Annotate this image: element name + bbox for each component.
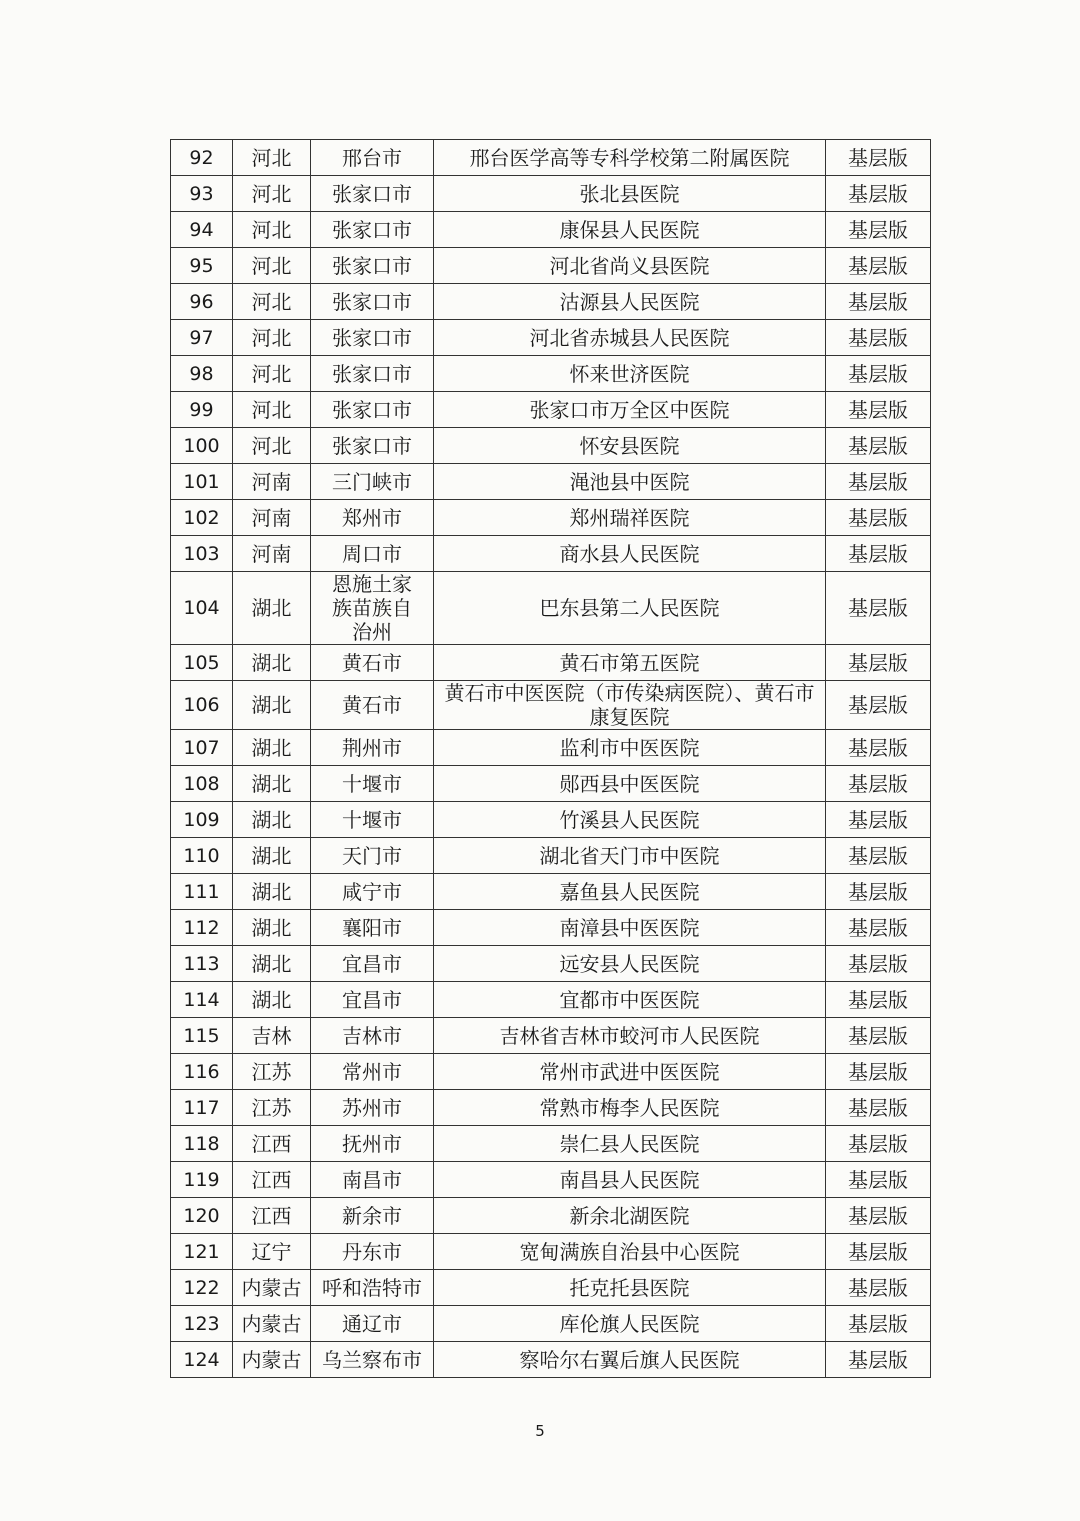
cell-province: 湖北 xyxy=(233,802,311,838)
cell-city: 郑州市 xyxy=(311,500,434,536)
cell-no: 94 xyxy=(171,212,233,248)
cell-no: 95 xyxy=(171,248,233,284)
cell-city: 新余市 xyxy=(311,1198,434,1234)
cell-province: 江西 xyxy=(233,1198,311,1234)
cell-province: 辽宁 xyxy=(233,1234,311,1270)
table-row xyxy=(171,392,931,428)
cell-no: 100 xyxy=(171,428,233,464)
cell-no: 108 xyxy=(171,766,233,802)
cell-no: 124 xyxy=(171,1342,233,1378)
cell-version: 基层版 xyxy=(826,392,931,428)
cell-city: 苏州市 xyxy=(311,1090,434,1126)
cell-city: 宜昌市 xyxy=(311,982,434,1018)
cell-version: 基层版 xyxy=(826,572,931,645)
cell-hospital: 黄石市第五医院 xyxy=(434,645,826,681)
cell-no: 109 xyxy=(171,802,233,838)
cell-city: 呼和浩特市 xyxy=(311,1270,434,1306)
cell-hospital: 常熟市梅李人民医院 xyxy=(434,1090,826,1126)
cell-hospital: 商水县人民医院 xyxy=(434,536,826,572)
cell-hospital: 沽源县人民医院 xyxy=(434,284,826,320)
cell-city: 荆州市 xyxy=(311,730,434,766)
cell-version: 基层版 xyxy=(826,1018,931,1054)
table-row xyxy=(171,1306,931,1342)
cell-hospital: 库伦旗人民医院 xyxy=(434,1306,826,1342)
cell-no: 115 xyxy=(171,1018,233,1054)
cell-province: 吉林 xyxy=(233,1018,311,1054)
cell-version: 基层版 xyxy=(826,284,931,320)
table-row xyxy=(171,1270,931,1306)
cell-version: 基层版 xyxy=(826,946,931,982)
cell-version: 基层版 xyxy=(826,1270,931,1306)
cell-version: 基层版 xyxy=(826,320,931,356)
cell-city: 张家口市 xyxy=(311,248,434,284)
cell-hospital: 邢台医学高等专科学校第二附属医院 xyxy=(434,140,826,176)
cell-city: 张家口市 xyxy=(311,392,434,428)
cell-city: 张家口市 xyxy=(311,176,434,212)
cell-province: 江苏 xyxy=(233,1090,311,1126)
cell-version: 基层版 xyxy=(826,464,931,500)
cell-province: 河南 xyxy=(233,536,311,572)
cell-hospital: 黄石市中医医院（市传染病医院）、黄石市康复医院 xyxy=(434,681,826,730)
page-number: 5 xyxy=(535,1422,545,1440)
table-row xyxy=(171,248,931,284)
cell-hospital: 竹溪县人民医院 xyxy=(434,802,826,838)
cell-version: 基层版 xyxy=(826,1126,931,1162)
table-row xyxy=(171,1018,931,1054)
cell-province: 河南 xyxy=(233,464,311,500)
cell-hospital: 湖北省天门市中医院 xyxy=(434,838,826,874)
cell-hospital: 郑州瑞祥医院 xyxy=(434,500,826,536)
cell-city: 乌兰察布市 xyxy=(311,1342,434,1378)
table-row xyxy=(171,320,931,356)
cell-hospital: 怀来世济医院 xyxy=(434,356,826,392)
table-row xyxy=(171,838,931,874)
cell-no: 113 xyxy=(171,946,233,982)
cell-version: 基层版 xyxy=(826,1198,931,1234)
cell-hospital: 南漳县中医医院 xyxy=(434,910,826,946)
cell-version: 基层版 xyxy=(826,681,931,730)
cell-hospital: 张家口市万全区中医院 xyxy=(434,392,826,428)
cell-no: 105 xyxy=(171,645,233,681)
cell-no: 96 xyxy=(171,284,233,320)
cell-city: 三门峡市 xyxy=(311,464,434,500)
cell-city: 张家口市 xyxy=(311,428,434,464)
cell-province: 湖北 xyxy=(233,874,311,910)
table-row xyxy=(171,982,931,1018)
cell-version: 基层版 xyxy=(826,1342,931,1378)
cell-no: 106 xyxy=(171,681,233,730)
table-row xyxy=(171,176,931,212)
cell-version: 基层版 xyxy=(826,730,931,766)
cell-province: 湖北 xyxy=(233,645,311,681)
cell-city: 吉林市 xyxy=(311,1018,434,1054)
cell-no: 111 xyxy=(171,874,233,910)
cell-city: 天门市 xyxy=(311,838,434,874)
cell-city: 通辽市 xyxy=(311,1306,434,1342)
cell-hospital: 康保县人民医院 xyxy=(434,212,826,248)
cell-hospital: 崇仁县人民医院 xyxy=(434,1126,826,1162)
cell-province: 湖北 xyxy=(233,572,311,645)
cell-hospital: 河北省尚义县医院 xyxy=(434,248,826,284)
cell-no: 123 xyxy=(171,1306,233,1342)
cell-province: 河北 xyxy=(233,320,311,356)
cell-city: 咸宁市 xyxy=(311,874,434,910)
cell-no: 107 xyxy=(171,730,233,766)
cell-no: 121 xyxy=(171,1234,233,1270)
cell-province: 湖北 xyxy=(233,730,311,766)
cell-province: 内蒙古 xyxy=(233,1342,311,1378)
cell-no: 92 xyxy=(171,140,233,176)
cell-hospital: 嘉鱼县人民医院 xyxy=(434,874,826,910)
cell-hospital: 察哈尔右翼后旗人民医院 xyxy=(434,1342,826,1378)
cell-province: 河南 xyxy=(233,500,311,536)
table-row xyxy=(171,874,931,910)
cell-version: 基层版 xyxy=(826,1234,931,1270)
cell-no: 103 xyxy=(171,536,233,572)
cell-version: 基层版 xyxy=(826,500,931,536)
cell-city: 十堰市 xyxy=(311,802,434,838)
cell-no: 118 xyxy=(171,1126,233,1162)
cell-no: 102 xyxy=(171,500,233,536)
table-row xyxy=(171,140,931,176)
cell-version: 基层版 xyxy=(826,766,931,802)
table-row xyxy=(171,946,931,982)
table-row xyxy=(171,766,931,802)
cell-city: 张家口市 xyxy=(311,356,434,392)
cell-province: 河北 xyxy=(233,248,311,284)
cell-hospital: 新余北湖医院 xyxy=(434,1198,826,1234)
cell-city: 恩施土家族苗族自治州 xyxy=(311,572,434,645)
cell-version: 基层版 xyxy=(826,1306,931,1342)
cell-no: 93 xyxy=(171,176,233,212)
cell-hospital: 常州市武进中医医院 xyxy=(434,1054,826,1090)
cell-no: 104 xyxy=(171,572,233,645)
cell-hospital: 托克托县医院 xyxy=(434,1270,826,1306)
cell-province: 内蒙古 xyxy=(233,1306,311,1342)
cell-no: 116 xyxy=(171,1054,233,1090)
table-row xyxy=(171,536,931,572)
table-row xyxy=(171,1054,931,1090)
cell-city: 丹东市 xyxy=(311,1234,434,1270)
cell-province: 江苏 xyxy=(233,1054,311,1090)
cell-city: 张家口市 xyxy=(311,212,434,248)
cell-province: 河北 xyxy=(233,428,311,464)
cell-province: 江西 xyxy=(233,1126,311,1162)
cell-hospital: 郧西县中医医院 xyxy=(434,766,826,802)
cell-no: 110 xyxy=(171,838,233,874)
cell-city: 张家口市 xyxy=(311,320,434,356)
cell-version: 基层版 xyxy=(826,1090,931,1126)
cell-version: 基层版 xyxy=(826,1162,931,1198)
table-row xyxy=(171,910,931,946)
cell-version: 基层版 xyxy=(826,645,931,681)
cell-hospital: 吉林省吉林市蛟河市人民医院 xyxy=(434,1018,826,1054)
cell-province: 湖北 xyxy=(233,766,311,802)
cell-no: 98 xyxy=(171,356,233,392)
cell-city: 张家口市 xyxy=(311,284,434,320)
table-row xyxy=(171,1342,931,1378)
cell-no: 122 xyxy=(171,1270,233,1306)
cell-city: 南昌市 xyxy=(311,1162,434,1198)
table-row xyxy=(171,428,931,464)
cell-province: 河北 xyxy=(233,212,311,248)
cell-no: 97 xyxy=(171,320,233,356)
cell-version: 基层版 xyxy=(826,838,931,874)
cell-version: 基层版 xyxy=(826,356,931,392)
cell-city: 十堰市 xyxy=(311,766,434,802)
cell-province: 河北 xyxy=(233,176,311,212)
cell-no: 114 xyxy=(171,982,233,1018)
cell-province: 内蒙古 xyxy=(233,1270,311,1306)
table-row xyxy=(171,500,931,536)
cell-city: 周口市 xyxy=(311,536,434,572)
cell-hospital: 河北省赤城县人民医院 xyxy=(434,320,826,356)
cell-version: 基层版 xyxy=(826,536,931,572)
cell-hospital: 宜都市中医医院 xyxy=(434,982,826,1018)
cell-hospital: 怀安县医院 xyxy=(434,428,826,464)
cell-province: 湖北 xyxy=(233,982,311,1018)
cell-no: 101 xyxy=(171,464,233,500)
cell-hospital: 张北县医院 xyxy=(434,176,826,212)
cell-version: 基层版 xyxy=(826,428,931,464)
table-row xyxy=(171,1234,931,1270)
cell-province: 湖北 xyxy=(233,838,311,874)
table-row xyxy=(171,802,931,838)
table-body xyxy=(171,140,931,1378)
cell-city: 黄石市 xyxy=(311,645,434,681)
cell-version: 基层版 xyxy=(826,802,931,838)
cell-hospital: 巴东县第二人民医院 xyxy=(434,572,826,645)
table-row xyxy=(171,681,931,730)
cell-hospital: 远安县人民医院 xyxy=(434,946,826,982)
cell-city: 邢台市 xyxy=(311,140,434,176)
cell-hospital: 监利市中医医院 xyxy=(434,730,826,766)
table-row xyxy=(171,1126,931,1162)
cell-province: 河北 xyxy=(233,140,311,176)
cell-version: 基层版 xyxy=(826,248,931,284)
cell-province: 江西 xyxy=(233,1162,311,1198)
cell-version: 基层版 xyxy=(826,176,931,212)
cell-no: 112 xyxy=(171,910,233,946)
table-row xyxy=(171,1090,931,1126)
cell-no: 117 xyxy=(171,1090,233,1126)
table-row xyxy=(171,572,931,645)
cell-version: 基层版 xyxy=(826,910,931,946)
cell-province: 河北 xyxy=(233,356,311,392)
cell-city: 襄阳市 xyxy=(311,910,434,946)
cell-province: 河北 xyxy=(233,392,311,428)
table-row xyxy=(171,1162,931,1198)
cell-province: 湖北 xyxy=(233,681,311,730)
cell-city: 常州市 xyxy=(311,1054,434,1090)
table-row xyxy=(171,730,931,766)
cell-province: 河北 xyxy=(233,284,311,320)
table-row xyxy=(171,1198,931,1234)
cell-version: 基层版 xyxy=(826,874,931,910)
cell-no: 120 xyxy=(171,1198,233,1234)
cell-hospital: 南昌县人民医院 xyxy=(434,1162,826,1198)
hospital-table xyxy=(170,139,931,1378)
cell-no: 119 xyxy=(171,1162,233,1198)
cell-city: 黄石市 xyxy=(311,681,434,730)
cell-city: 宜昌市 xyxy=(311,946,434,982)
cell-hospital: 渑池县中医院 xyxy=(434,464,826,500)
cell-version: 基层版 xyxy=(826,1054,931,1090)
table-row xyxy=(171,284,931,320)
table-row xyxy=(171,356,931,392)
table-row xyxy=(171,645,931,681)
cell-version: 基层版 xyxy=(826,982,931,1018)
cell-version: 基层版 xyxy=(826,140,931,176)
table-row xyxy=(171,464,931,500)
table-row xyxy=(171,212,931,248)
cell-hospital: 宽甸满族自治县中心医院 xyxy=(434,1234,826,1270)
cell-city: 抚州市 xyxy=(311,1126,434,1162)
cell-version: 基层版 xyxy=(826,212,931,248)
cell-province: 湖北 xyxy=(233,910,311,946)
cell-no: 99 xyxy=(171,392,233,428)
cell-province: 湖北 xyxy=(233,946,311,982)
